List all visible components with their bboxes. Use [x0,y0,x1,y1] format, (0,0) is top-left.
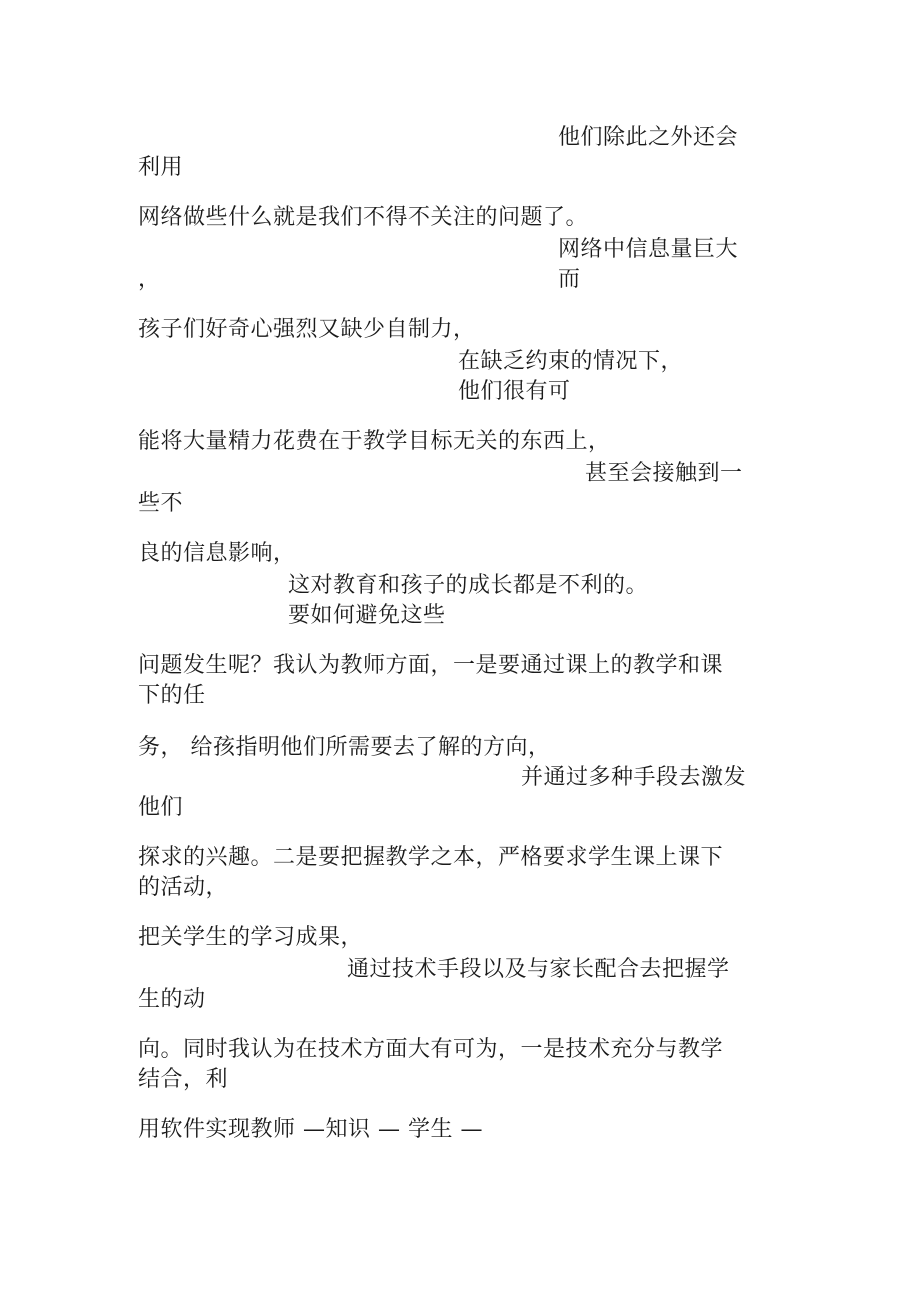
text-line: 向。同时我认为在技术方面大有可为，一是技术充分与教学 [138,1037,724,1062]
text-line: 他们除此之外还会 [558,125,739,150]
text-line: 通过技术手段以及与家长配合去把握学 [347,957,730,982]
text-line: 能将大量精力花费在于教学目标无关的东西上， [138,429,611,454]
text-line: ， [138,267,161,292]
text-line: 并通过多种手段去激发 [521,765,747,790]
text-line: 务， 给孩指明他们所需要去了解的方向， [138,735,551,760]
text-line: 网络中信息量巨大 [558,237,739,262]
text-line: 在缺乏约束的情况下， [458,349,684,374]
text-line: 而 [558,267,581,292]
text-line: 他们 [138,795,184,820]
text-line: 探求的兴趣。二是要把握教学之本，严格要求学生课上课下 [138,845,724,870]
text-line: 生的动 [138,987,206,1012]
text-line: 孩子们好奇心强烈又缺少自制力， [138,317,476,342]
text-line: 要如何避免这些 [288,603,446,628]
text-line: 些不 [138,491,184,516]
text-line: 问题发生呢？我认为教师方面，一是要通过课上的教学和课 [138,653,724,678]
text-line: 利用 [138,155,184,180]
text-line: 把关学生的学习成果， [138,925,364,950]
text-line: 的活动， [138,875,229,900]
text-line: 结合，利 [138,1067,229,1092]
text-line: 良的信息影响， [138,541,296,566]
text-line: 用软件实现教师 —知识 — 学生 — [138,1117,483,1142]
text-line: 这对教育和孩子的成长都是不利的。 [288,573,649,598]
text-line: 甚至会接触到一 [585,461,743,486]
text-line: 网络做些什么就是我们不得不关注的问题了。 [138,205,589,230]
text-line: 他们很有可 [458,379,571,404]
text-line: 下的任 [138,683,206,708]
